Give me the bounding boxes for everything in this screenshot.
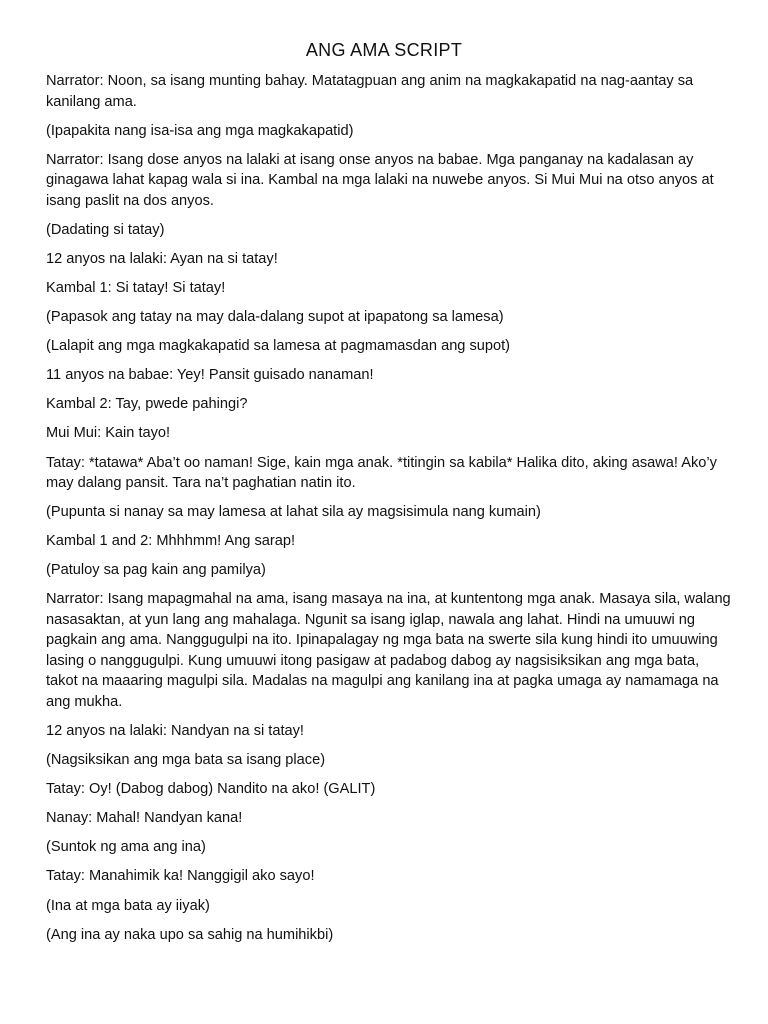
- paragraph: (Suntok ng ama ang ina): [46, 839, 206, 856]
- paragraph: (Ina at mga bata ay iiyak): [46, 897, 210, 914]
- paragraph: Narrator: Noon, sa isang munting bahay. Matatagpuan ang anim na magkakapatid na nag-aantay sa kanilang ama.: [46, 73, 694, 110]
- paragraph: Kambal 2: Tay, pwede pahingi?: [46, 396, 248, 413]
- paragraph: Tatay: Manahimik ka! Nanggigil ako sayo!: [46, 868, 315, 885]
- paragraph: 12 anyos na lalaki: Nandyan na si tatay!: [46, 723, 304, 739]
- paragraph: Narrator: Isang mapagmahal na ama, isang masaya na ina, at kuntentong mga anak. Masaya sila, walang nasasaktan, at yun lang ang mahalaga. Ngunit sa isang iglap, nawala ang lahat. Hindi na umuuwi ng pagkain ang ama. Nanggugulpi na ito. Ipinapalagay ng mga bata na swerte sila kung hindi ito umuuwing lasing o nanggugulpi. Kung umuuwi itong pasigaw at padabog dabog ay nagsisiksikan ang mga bata, takot na maaaring magulpi sila. Madalas na magulpi ang kanilang ina at pagka umaga ay namamaga na ang mukha.: [46, 591, 731, 710]
- paragraph: (Nagsiksikan ang mga bata sa isang place): [46, 752, 326, 769]
- script-body: [46, 71, 732, 954]
- paragraph: (Pupunta si nanay sa may lamesa at lahat sila ay magsisimula nang kumain): [46, 504, 541, 521]
- paragraph: Tatay: *tatawa* Aba’t oo naman! Sige, kain mga anak. *titingin sa kabila* Halika dito, aking asawa! Ako’y may dalang pansit. Tara na’t paghatian natin ito.: [46, 454, 717, 492]
- paragraph: Tatay: Oy! (Dabog dabog) Nandito na ako! (GALIT): [46, 781, 376, 798]
- paragraph: (Patuloy sa pag kain ang pamilya): [46, 562, 266, 579]
- paragraph: Nanay: Mahal! Nandyan kana!: [46, 810, 243, 827]
- paragraph: (Lalapit ang mga magkakapatid sa lamesa at pagmamasdan ang supot): [46, 338, 511, 355]
- paragraph: 11 anyos na babae: Yey! Pansit guisado nanaman!: [46, 367, 374, 384]
- paragraph: Kambal 1: Si tatay! Si tatay!: [46, 279, 226, 296]
- document-title: ANG AMA SCRIPT: [305, 40, 463, 60]
- paragraph: (Dadating si tatay): [46, 221, 165, 238]
- paragraph: 12 anyos na lalaki: Ayan na si tatay!: [46, 250, 278, 267]
- paragraph: (Ang ina ay naka upo sa sahig na humihikbi): [46, 926, 334, 943]
- paragraph: (Papasok ang tatay na may dala-dalang supot at ipapatong sa lamesa): [46, 309, 504, 326]
- paragraph: (Ipapakita nang isa-isa ang mga magkakapatid): [46, 122, 354, 139]
- paragraph: Narrator: Isang dose anyos na lalaki at isang onse anyos na babae. Mga panganay na kadalasan ay ginagawa lahat kapag wala si ina. Kambal na mga lalaki na nuwebe anyos. Si Mui Mui na otso anyos at isang paslit na dos anyos.: [46, 151, 714, 209]
- paragraph: Mui Mui: Kain tayo!: [46, 425, 171, 442]
- paragraph: Kambal 1 and 2: Mhhhmm! Ang sarap!: [46, 533, 296, 550]
